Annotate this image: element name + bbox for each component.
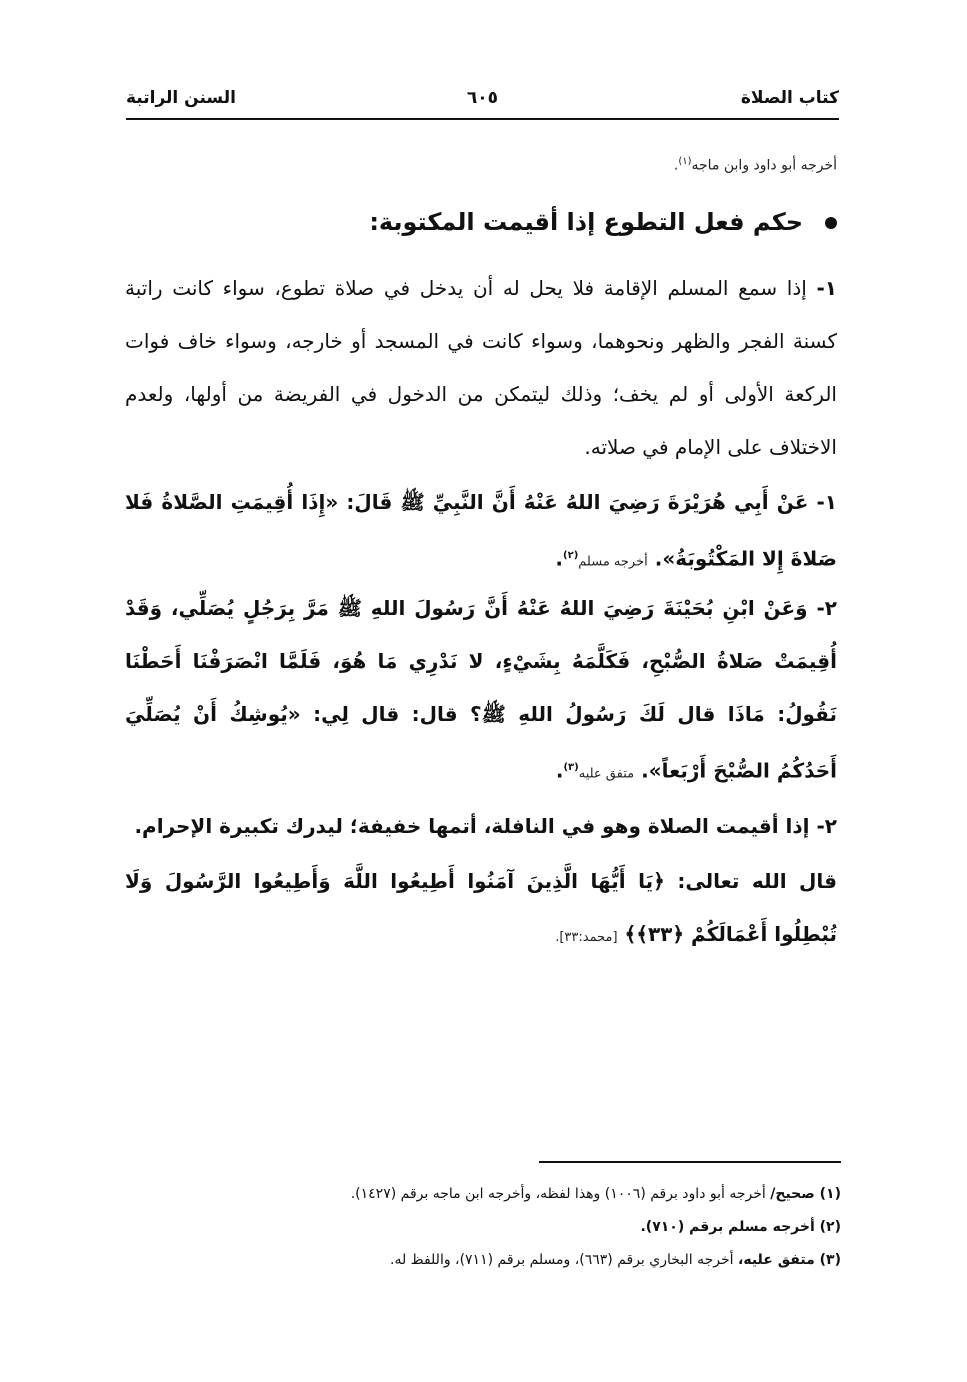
heading-text: حكم فعل التطوع إذا أقيمت المكتوبة: xyxy=(369,208,803,236)
bullet-icon xyxy=(825,217,837,229)
hadith-2-ref: (٣) xyxy=(563,762,579,773)
footnote-2 xyxy=(129,1211,841,1244)
footnotes xyxy=(129,1178,841,1277)
point-1-text: إذا سمع المسلم الإقامة فلا يحل له أن يدخل في صلاة تطوع، سواء كانت راتبة كسنة الفجر والظهر ونحوهما، وسواء كانت في المسجد أو خارجه، وسواء خاف فوات الركعة الأولى أو لم يخف؛ وذلك ليتمكن من الدخول في الفريضة من أولها، ولعدم الاختلاف على الإمام في صلاته. xyxy=(125,276,837,459)
hadith-2-number: ٢- xyxy=(816,596,837,620)
point-1 xyxy=(125,262,837,474)
footnote-3-label: (٣) متفق عليه، xyxy=(738,1252,841,1268)
hadith-1: ١- عَنْ أَبِي هُرَيْرَةَ رَضِيَ اللهُ عَنْهُ أَنَّ النَّبِيِّ ﷺ قَالَ: «إِذَا أُقِيمَتِ الصَّلاةُ فَلا صَلاةَ إِلا المَكْتُوبَةُ». أخرجه مسلم$^{(٢)}$. xyxy=(125,490,838,571)
footnote-1-text: أخرجه أبو داود برقم (١٠٠٦) وهذا لفظه، وأخرجه ابن ماجه برقم (١٤٢٧). xyxy=(350,1186,771,1202)
chapter-title: السنن الراتبة xyxy=(126,88,236,108)
hadith-1-ref: (٢) xyxy=(563,550,579,561)
quran-verse xyxy=(125,855,837,964)
verse-source: [محمد:٣٣]. xyxy=(555,930,618,945)
footnote-2-label: (٢) أخرجه مسلم برقم (٧١٠). xyxy=(640,1219,841,1235)
point-1-number: ١- xyxy=(816,276,837,300)
point-2-number: ٢- xyxy=(816,814,837,838)
intro-line: أخرجه أبو داود وابن ماجه$^{(١)}$. xyxy=(673,156,837,174)
footnote-3-text: أخرجه البخاري برقم (٦٦٣)، ومسلم برقم (٧١١)، واللفظ له. xyxy=(390,1252,739,1268)
intro-ref: (١) xyxy=(678,156,692,167)
footnote-3 xyxy=(129,1244,841,1277)
hadith-1-text: عَنْ أَبِي هُرَيْرَةَ رَضِيَ اللهُ عَنْهُ أَنَّ النَّبِيِّ ﷺ قَالَ: «إِذَا أُقِيمَتِ الصَّلاةُ فَلا صَلاةَ إِلا المَكْتُوبَةُ». xyxy=(125,490,837,571)
hadith-2: ٢- وَعَنْ ابْنِ بُحَيْنَةَ رَضِيَ اللهُ عَنْهُ أَنَّ رَسُولَ اللهِ ﷺ مَرَّ بِرَجُلٍ يُصَلِّي، وَقَدْ أُقِيمَتْ صَلاةُ الصُّبْحِ، فَكَلَّمَهُ بِشَيْءٍ، لا نَدْرِي مَا هُوَ، فَلَمَّا انْصَرَفْنَا أَحَطْنَا نَقُولُ: مَاذَا قال لَكَ رَسُولُ اللهِ ﷺ؟ قال: قال لِي: «يُوشِكُ أَنْ يُصَلِّيَ أَحَدُكُمُ الصُّبْحَ أَرْبَعاً». متفق عليه$^{(٣)}$. xyxy=(125,596,837,783)
intro-text: أخرجه أبو داود وابن ماجه xyxy=(691,157,837,174)
book-title: كتاب الصلاة xyxy=(740,88,839,108)
point-2-text: إذا أقيمت الصلاة وهو في النافلة، أتمها خفيفة؛ ليدرك تكبيرة الإحرام. xyxy=(134,814,810,838)
point-2 xyxy=(125,800,837,853)
footnote-divider xyxy=(539,1161,841,1163)
hadith-1-source: أخرجه مسلم xyxy=(578,554,648,570)
section-heading xyxy=(127,208,837,236)
footnote-1 xyxy=(129,1178,841,1211)
hadith-2-source: متفق عليه xyxy=(578,766,635,782)
hadith-2-text: وَعَنْ ابْنِ بُحَيْنَةَ رَضِيَ اللهُ عَنْهُ أَنَّ رَسُولَ اللهِ ﷺ مَرَّ بِرَجُلٍ يُصَلِّي، وَقَدْ أُقِيمَتْ صَلاةُ الصُّبْحِ، فَكَلَّمَهُ بِشَيْءٍ، لا نَدْرِي مَا هُوَ، فَلَمَّا انْصَرَفْنَا أَحَطْنَا نَقُولُ: مَاذَا قال لَكَ رَسُولُ اللهِ ﷺ؟ قال: قال لِي: «يُوشِكُ أَنْ يُصَلِّيَ أَحَدُكُمُ الصُّبْحَ أَرْبَعاً». xyxy=(125,596,837,783)
running-header xyxy=(126,84,839,120)
verse-text: ﴿يَا أَيُّهَا الَّذِينَ آمَنُوا أَطِيعُوا اللَّهَ وَأَطِيعُوا الرَّسُولَ وَلَا تُبْطِلُوا أَعْمَالَكُمْ ﴿٣٣﴾﴾ xyxy=(125,869,837,946)
page-number: ٦٠٥ xyxy=(466,88,499,108)
footnote-1-label: (١) صحيح/ xyxy=(770,1186,841,1202)
verse-intro: قال الله تعالى: xyxy=(677,869,838,893)
hadith-1-number: ١- xyxy=(816,490,838,514)
